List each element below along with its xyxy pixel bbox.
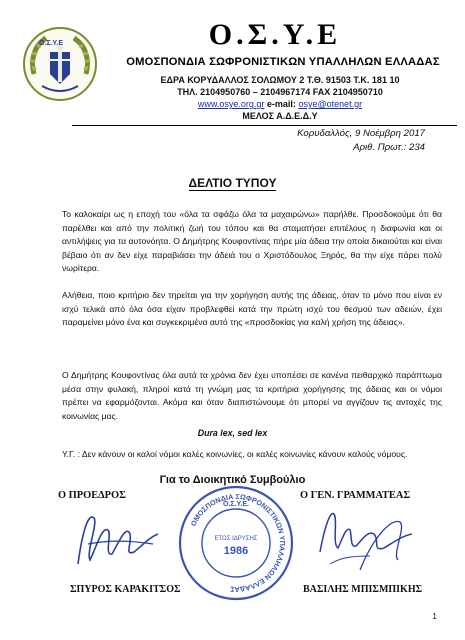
page-number: 1 (432, 611, 437, 621)
organization-stamp (175, 482, 297, 604)
body-paragraph: Το καλοκαίρι ως η εποχή του «όλα τα σφάζω όλα τα μαχαιρώνω» παρήλθε. Προσδοκούμε ότι θα παρέλθει και από την πολιτική ζωή του τόπου και θα σταματήσει επιτέλους η διαφωνία και οι αντιλήψεις για τα αυτονόητα. Ο Δημήτρης Κουφοντίνας πήρε μία άδεια την οποία δικαιούται και είναι βέβαιο ότι αν δεν είχε παραβιάσει την άδειά του ο Χριστόδουλος Ξηρός, θα την είχε πάρει πολύ νωρίτερα. (62, 209, 442, 274)
body-paragraph: Ο Δημήτρης Κουφοντίνας όλα αυτά τα χρόνια δεν έχει υποπέσει σε κανένα πειθαρχικό παράπτωμα μέσα στην φυλακή, πληροί κατά τη γνώμη μας τα κριτήρια χορήγησης της άδειας και οι νόμοι πρέπει να εφαρμόζονται. Ακόμα και όταν διαπιστώνουμε ότι μπορεί να αγγίζουν τις αντοχές της κοινωνίας μας. (62, 370, 442, 421)
secretary-signature (300, 500, 420, 582)
stamp-year-label: ΕΤΟΣ ΙΔΡΥΣΗΣ (214, 536, 258, 542)
osye-logo (22, 26, 98, 102)
org-contacts (100, 99, 460, 109)
president-role: Ο ΠΡΟΕΔΡΟΣ (58, 490, 126, 501)
date-block (297, 127, 425, 155)
email-label: e-mail: (266, 99, 296, 109)
protocol-number: Αριθ. Πρωτ.: 234 (353, 142, 425, 153)
president-signature (68, 504, 168, 580)
document-date: Κορυδαλλός, 9 Νοέμβρη 2017 (297, 128, 425, 139)
stamp-year: 1986 (223, 545, 249, 557)
postscript: Υ.Γ. : Δεν κάνουν οι καλοί νόμοι καλές κοινωνίες, οι καλές κοινωνίες κάνουν καλούς νόμους. (62, 449, 408, 459)
body-paragraph: Αλήθεια, ποιο κριτήριο δεν τηρείται για την χορήγηση αυτής της άδειας, όταν το μόνο που είναι εν ισχύ τελικά από όλα όσα είχαν προβλεφθεί κατά την πρώτη ισχύ του θεσμού των αδειών, έχει παραμείνει μόνο ένα και συγκεκριμένα αυτό της «προσδοκίας για καλή χρήση της άδειας». (62, 290, 442, 328)
org-address: ΕΔΡΑ ΚΟΡΥΔΑΛΛΟΣ ΣΟΛΩΜΟΥ 2 Τ.Θ. 91503 Τ.Κ. 181 10 (160, 75, 400, 85)
president-name: ΣΠΥΡΟΣ ΚΑΡΑΚΙΤΣΟΣ (70, 584, 181, 595)
header-divider (72, 125, 457, 126)
document-title (0, 176, 465, 190)
org-name: ΟΜΟΣΠΟΝΔΙΑ ΣΩΦΡΟΝΙΣΤΙΚΩΝ ΥΠΑΛΛΗΛΩΝ ΕΛΛΑΔΑΣ (126, 56, 440, 68)
document-title-text: ΔΕΛΤΙΟ ΤΥΠΟΥ (188, 176, 277, 190)
secretary-name: ΒΑΣΙΛΗΣ ΜΠΙΣΜΠΙΚΗΣ (303, 584, 423, 595)
website-link[interactable]: www.osye.org.gr (197, 99, 265, 109)
secretary-role: Ο ΓΕΝ. ΓΡΑΜΜΑΤΕΑΣ (300, 490, 411, 501)
org-membership: ΜΕΛΟΣ Α.Δ.Ε.Δ.Υ (242, 111, 318, 121)
stamp-top-text: Ο.Σ.Υ.Ε. (223, 501, 249, 508)
org-phones: ΤΗΛ. 2104950760 – 2104967174 FAX 2104950710 (177, 87, 383, 97)
logo-caption: Ο.Σ.Υ.Ε (39, 40, 64, 47)
board-label: Για το Διοικητικό Συμβούλιο (159, 474, 306, 486)
org-title: Ο.Σ.Υ.Ε (208, 18, 342, 51)
stamp-ring-text: ΟΜΟΣΠΟΝΔΙΑ ΣΩΦΡΟΝΙΣΤΙΚΩΝ ΥΠΑΛΛΗΛΩΝ ΕΛΛΑΔΑΣ (188, 491, 288, 595)
motto: Dura lex, sed lex (197, 428, 268, 438)
email-link[interactable]: osye@otenet.gr (298, 99, 363, 109)
